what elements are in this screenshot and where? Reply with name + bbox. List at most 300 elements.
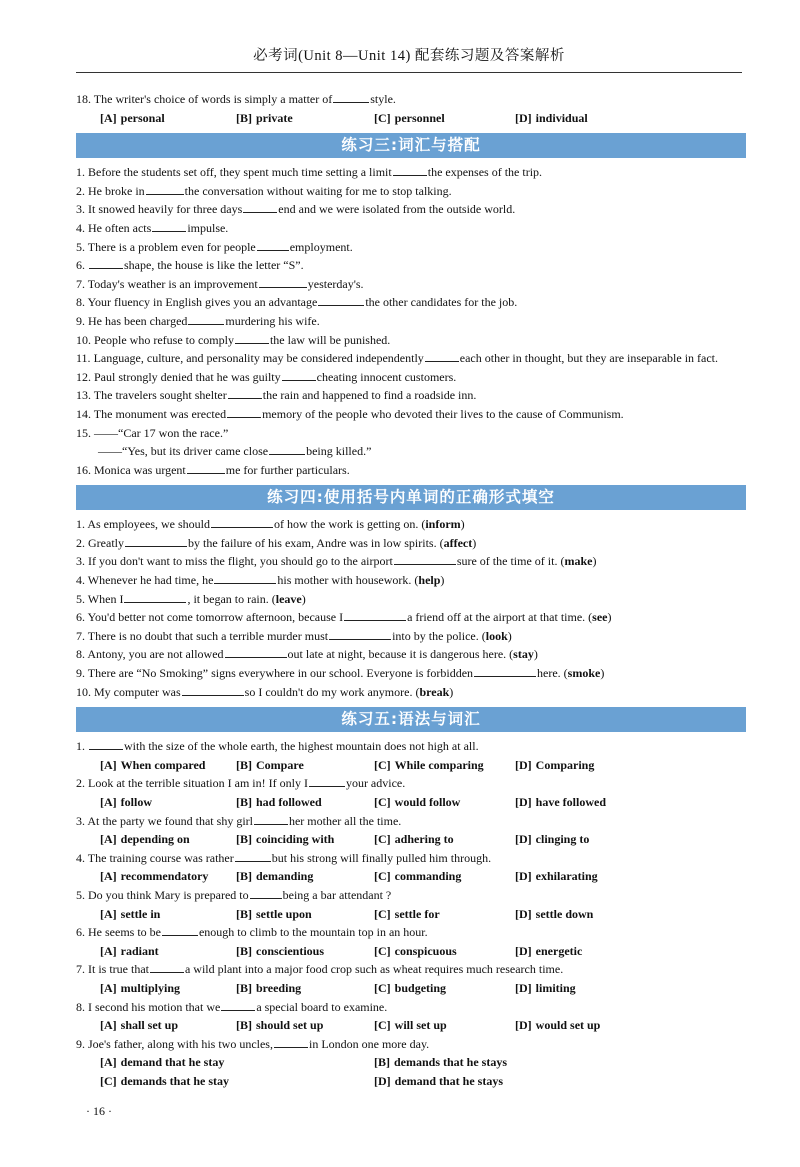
hint-word: affect [443, 535, 473, 550]
question-text-before: Look at the terrible situation I am in! If only I [88, 776, 308, 791]
option-a[interactable] [100, 905, 236, 924]
question-number: 3. [76, 813, 85, 828]
section-3-item [76, 293, 746, 312]
question-number: 10. [76, 684, 91, 699]
page-number: · 16 · [86, 1104, 112, 1118]
question-text-after: the expenses of the trip. [427, 165, 543, 180]
option-letter: [A] [100, 795, 117, 809]
question-text-after: end and we were isolated from the outside world. [278, 202, 516, 217]
question-number: 2. [76, 535, 85, 550]
question-text-before: Greatly [88, 535, 124, 550]
option-letter: [D] [515, 832, 532, 847]
option-letter: [B] [236, 1018, 252, 1033]
section-5-item [76, 923, 746, 942]
section-5-item [76, 849, 746, 868]
question-text-after: murdering his wife. [225, 313, 320, 328]
question-text-before: Before the students set off, they spent much time setting a limit [88, 165, 392, 180]
question-text-after: being killed.” [306, 444, 372, 459]
option-letter: [A] [100, 1018, 117, 1033]
option-letter: [A] [100, 869, 117, 884]
section-5-item [76, 998, 746, 1017]
question-text-before: The training course was rather [87, 850, 234, 865]
answer-blank[interactable] [425, 351, 459, 362]
section-3-item [76, 461, 746, 480]
page-header: 必考词(Unit 8—Unit 14) 配套练习题及答案解析 [253, 48, 565, 64]
question-text-after: yesterday's. [307, 276, 364, 291]
answer-blank[interactable] [225, 647, 287, 658]
question-number: 2. [76, 183, 85, 198]
option-letter: [D] [515, 869, 532, 884]
question-text-after: the conversation without waiting for me to stop talking. [184, 183, 452, 198]
option-text: clinging to [535, 832, 590, 847]
option-text: follow [120, 795, 153, 809]
question-options [76, 756, 746, 775]
option-letter: [C] [374, 869, 391, 884]
question-text-before: Joe's father, along with his two uncles, [88, 1036, 273, 1051]
option-a[interactable] [100, 756, 236, 775]
question-number: 3. [76, 202, 85, 217]
question-number: 10. [76, 332, 91, 347]
option-b[interactable] [236, 905, 374, 924]
option-text: individual [535, 110, 588, 125]
option-d[interactable] [515, 756, 594, 775]
option-c[interactable] [374, 979, 515, 998]
option-d[interactable] [515, 979, 576, 998]
option-c[interactable] [374, 1016, 515, 1035]
answer-blank[interactable] [274, 1037, 308, 1048]
answer-blank[interactable] [150, 962, 184, 973]
answer-blank[interactable] [89, 258, 123, 269]
section-4-title: 练习四:使用括号内单词的正确形式填空 [76, 485, 746, 510]
section-4-item: 7. There is no doubt that such a terrible murder must into by the police. (look) [76, 628, 512, 643]
option-d[interactable] [515, 905, 593, 924]
question-text-before: There are “No Smoking” signs everywhere in our school. Everyone is forbidden [87, 666, 474, 681]
section-4-item: 9. There are “No Smoking” signs everywhere in our school. Everyone is forbidden here. (smoke) [76, 666, 605, 681]
option-text: settle in [120, 906, 161, 921]
question-text-after: memory of the people who devoted their lives to the cause of Communism. [262, 406, 624, 421]
option-letter: [D] [374, 1073, 391, 1088]
option-text: demand that he stays [394, 1073, 504, 1088]
answer-blank[interactable] [235, 851, 271, 862]
section-3-title: 练习三:词汇与搭配 [76, 133, 746, 158]
answer-blank[interactable] [188, 314, 224, 325]
question-text-before: There is a problem even for people [87, 239, 256, 254]
section-4-questions [76, 515, 746, 701]
section-4-item: 1. As employees, we should of how the work is getting on. (inform) [76, 517, 465, 532]
question-text-before: Language, culture, and personality may be considered independently [93, 351, 424, 366]
option-text: demand that he stay [120, 1055, 225, 1070]
answer-blank[interactable] [182, 685, 244, 696]
question-text-after: the rain and happened to find a roadside inn. [262, 388, 477, 403]
option-a[interactable] [100, 830, 236, 849]
question-number: 9. [76, 666, 85, 681]
question-text-before: When I [87, 591, 124, 606]
question-text-before: Paul strongly denied that he was guilty [94, 369, 281, 384]
answer-blank[interactable] [309, 776, 345, 787]
question-18-options [76, 109, 746, 128]
answer-blank[interactable] [124, 592, 186, 603]
section-3-item [76, 256, 746, 275]
section-3-item [76, 163, 746, 182]
answer-blank[interactable] [228, 388, 262, 399]
hint-word: see [592, 610, 608, 625]
option-d[interactable] [515, 942, 582, 961]
option-letter: [D] [515, 795, 532, 809]
answer-blank[interactable] [318, 295, 364, 306]
question-number: 18. [76, 92, 91, 106]
question-number: 4. [76, 220, 85, 235]
option-c[interactable] [374, 830, 515, 849]
question-text-before: Your fluency in English gives you an advantage [87, 295, 318, 310]
question-number: 7. [76, 628, 85, 643]
question-text-before: Today's weather is an improvement [87, 276, 258, 291]
option-text: shall set up [120, 1018, 179, 1033]
question-number: 5. [76, 887, 85, 902]
section-5-item [76, 774, 746, 793]
question-number: 3. [76, 554, 85, 569]
section-3-item [76, 405, 746, 424]
question-number: 5. [76, 239, 85, 254]
option-text: energetic [535, 943, 583, 958]
section-4-item: 6. You'd better not come tomorrow afternoon, because I a friend off at the airport at that time. (see) [76, 610, 612, 625]
answer-blank[interactable] [394, 554, 456, 565]
answer-blank[interactable] [243, 202, 277, 213]
question-text-before: As employees, we should [87, 517, 210, 532]
option-text: When compared [120, 757, 206, 772]
question-text-before: The travelers sought shelter [93, 388, 227, 403]
option-b[interactable] [236, 942, 374, 961]
section-3-item [76, 349, 746, 368]
option-d[interactable] [515, 1016, 600, 1035]
option-d[interactable] [515, 109, 588, 128]
answer-blank[interactable] [259, 277, 307, 288]
option-c[interactable] [374, 793, 515, 812]
option-letter: [A] [100, 1055, 117, 1070]
option-letter: [A] [100, 832, 117, 847]
hint-word: look [485, 628, 508, 643]
section-4-item: 3. If you don't want to miss the flight, you should go to the airport sure of the time of it. (make) [76, 554, 597, 569]
answer-blank[interactable] [162, 925, 198, 936]
answer-blank[interactable] [125, 536, 187, 547]
option-letter: [D] [515, 906, 532, 921]
answer-blank[interactable] [393, 165, 427, 176]
question-text-after: the law will be punished. [269, 332, 391, 347]
option-b[interactable] [236, 830, 374, 849]
question-text-after: out late at night, because it is dangerous here. [287, 647, 507, 662]
answer-blank[interactable] [235, 333, 269, 344]
page-content [76, 90, 746, 1091]
question-text-before: Whenever he had time, he [87, 573, 214, 588]
question-number: 8. [76, 647, 85, 662]
question-number: 6. [76, 258, 85, 273]
question-text-after: a special board to examine. [256, 999, 388, 1014]
question-text-after: your advice. [345, 776, 406, 791]
option-text: conscientious [256, 943, 325, 958]
option-c[interactable] [374, 109, 515, 128]
question-text-after: me for further particulars. [225, 462, 350, 477]
answer-blank[interactable] [257, 240, 289, 251]
question-number: 4. [76, 850, 85, 865]
option-b[interactable] [236, 1016, 374, 1035]
option-text: settle down [535, 906, 594, 921]
question-text-after: employment. [289, 239, 353, 254]
option-d[interactable] [374, 1072, 648, 1091]
option-text: personal [120, 110, 165, 125]
option-text: radiant [120, 943, 159, 958]
question-number: 5. [76, 591, 85, 606]
question-text-after: enough to climb to the mountain top in an hour. [198, 925, 428, 940]
section-4-item: 10. My computer was so I couldn't do my work anymore. (break) [76, 684, 454, 699]
option-letter: [A] [100, 906, 117, 921]
header-rule [76, 72, 742, 73]
question-text-after: impulse. [187, 220, 229, 235]
question-text-after: her mother all the time. [288, 813, 402, 828]
question-text-before: If you don't want to miss the flight, you should go to the airport [88, 554, 393, 569]
section-5-item [76, 960, 746, 979]
section-5-item [76, 886, 746, 905]
question-text-after: the other candidates for the job. [365, 295, 518, 310]
section-3-item [76, 238, 746, 257]
question-text-after: each other in thought, but they are inseparable in fact. [459, 351, 719, 366]
question-text-before: The writer's choice of words is simply a matter of [93, 92, 333, 106]
question-text-before: It is true that [88, 962, 149, 977]
section-3-item [76, 386, 746, 405]
option-letter: [D] [515, 980, 532, 995]
option-text: exhilarating [535, 869, 598, 884]
option-text: personnel [394, 110, 445, 125]
question-18 [76, 90, 746, 109]
option-text: private [256, 110, 293, 125]
option-text: limiting [535, 980, 576, 995]
answer-blank[interactable] [474, 666, 536, 677]
option-b[interactable] [236, 109, 374, 128]
section-4-item: 8. Antony, you are not allowed out late at night, because it is dangerous here. (stay) [76, 647, 538, 662]
option-letter: [C] [374, 980, 391, 995]
question-options [76, 942, 746, 961]
question-options [76, 905, 746, 924]
answer-blank[interactable] [221, 1000, 255, 1011]
section-3-item [76, 219, 746, 238]
answer-blank[interactable] [152, 221, 186, 232]
option-a[interactable] [100, 867, 236, 886]
question-number: 1. [76, 739, 85, 754]
option-text: While comparing [394, 757, 484, 772]
section-3-item [76, 200, 746, 219]
option-letter: [B] [236, 943, 252, 958]
question-number: 1. [76, 165, 85, 180]
option-b[interactable] [236, 867, 374, 886]
answer-blank[interactable] [211, 517, 273, 528]
question-text-after: in London one more day. [308, 1036, 430, 1051]
section-3-item [76, 312, 746, 331]
section-3-item [76, 182, 746, 201]
option-text: depending on [120, 832, 190, 847]
option-d[interactable] [515, 793, 606, 812]
question-options [76, 793, 746, 812]
question-text-before: He has been charged [88, 313, 188, 328]
option-letter: [A] [100, 980, 117, 995]
option-text: Compare [256, 757, 304, 772]
option-letter: [C] [374, 943, 391, 958]
question-text-after: being a bar attendant ? [282, 887, 392, 902]
option-letter: [C] [374, 906, 391, 921]
option-letter: [C] [374, 110, 391, 125]
question-text-after: by the failure of his exam, Andre was in low spirits. [187, 535, 437, 550]
question-number: 2. [76, 776, 85, 791]
answer-blank[interactable] [214, 573, 276, 584]
answer-blank[interactable] [254, 814, 288, 825]
question-number: 9. [76, 1036, 85, 1051]
question-number: 13. [76, 388, 91, 403]
answer-blank[interactable] [89, 739, 123, 750]
option-letter: [C] [374, 795, 391, 809]
option-text: demands that he stays [394, 1055, 508, 1070]
option-text: multiplying [120, 980, 181, 995]
option-text: demanding [256, 869, 314, 884]
option-text: settle for [394, 906, 440, 921]
option-letter: [A] [100, 943, 117, 958]
question-number: 6. [76, 610, 85, 625]
question-text-after: , it began to rain. [187, 591, 269, 606]
question-text-before: There is no doubt that such a terrible murder must [87, 628, 329, 643]
question-text-before: He often acts [88, 220, 152, 235]
question-text-after: into by the police. [392, 628, 479, 643]
option-a[interactable] [100, 1053, 374, 1072]
question-text-before: ——“Yes, but its driver came close [98, 444, 269, 459]
question-number: 12. [76, 369, 91, 384]
answer-blank[interactable] [344, 610, 406, 621]
section-4-item: 5. When I , it began to rain. (leave) [76, 591, 306, 606]
answer-blank[interactable] [227, 407, 261, 418]
section-5-item [76, 812, 746, 831]
section-3-item [76, 368, 746, 387]
question-text-before: The monument was erected [93, 406, 227, 421]
question-options [76, 1072, 746, 1091]
answer-blank[interactable] [250, 888, 282, 899]
question-text-before: He seems to be [88, 925, 161, 940]
question-text-after: a wild plant into a major food crop such as wheat requires much research time. [184, 962, 564, 977]
question-number: 14. [76, 406, 91, 421]
question-text-before: People who refuse to comply [94, 332, 234, 347]
option-text: Comparing [535, 757, 595, 772]
option-letter: [A] [100, 110, 117, 125]
answer-blank[interactable] [269, 444, 305, 455]
question-number: 1. [76, 517, 85, 532]
question-text-after: with the size of the whole earth, the highest mountain does not high at all. [124, 739, 479, 754]
question-text-before: You'd better not come tomorrow afternoon, because I [87, 610, 344, 625]
option-a[interactable] [100, 793, 236, 812]
question-text-before: Antony, you are not allowed [87, 647, 224, 662]
question-text-before: At the party we found that shy girl [87, 813, 253, 828]
option-a[interactable] [100, 942, 236, 961]
answer-blank[interactable] [329, 629, 391, 640]
option-text: will set up [394, 1018, 447, 1033]
option-b[interactable] [236, 793, 374, 812]
hint-word: smoke [567, 666, 601, 681]
option-text: recommendatory [120, 869, 209, 884]
question-options [76, 1016, 746, 1035]
option-letter: [C] [374, 1018, 391, 1033]
option-letter: [B] [236, 869, 252, 884]
option-a[interactable] [100, 979, 236, 998]
section-3-item [76, 275, 746, 294]
option-a[interactable] [100, 1016, 236, 1035]
section-5-title: 练习五:语法与词汇 [76, 707, 746, 732]
option-text: should set up [256, 1018, 324, 1033]
section-5-questions [76, 737, 746, 1090]
option-a[interactable] [100, 109, 236, 128]
question-text-before: Monica was urgent [94, 462, 186, 477]
option-text: conspicuous [394, 943, 457, 958]
question-options [76, 979, 746, 998]
option-c[interactable] [374, 942, 515, 961]
answer-blank[interactable] [187, 463, 225, 474]
option-letter: [C] [100, 1073, 117, 1088]
option-text: would follow [394, 795, 461, 809]
question-text-before: He broke in [88, 183, 145, 198]
option-d[interactable] [515, 830, 589, 849]
answer-blank[interactable] [333, 92, 369, 103]
option-b[interactable] [236, 756, 374, 775]
option-letter: [D] [515, 1018, 532, 1033]
question-text-before: It snowed heavily for three days [88, 202, 243, 217]
question-number: 8. [76, 999, 85, 1014]
option-text: adhering to [394, 832, 454, 847]
option-c[interactable] [374, 867, 515, 886]
section-3-item [76, 424, 746, 443]
answer-blank[interactable] [282, 370, 316, 381]
section-5-item [76, 1035, 746, 1054]
question-text-after: style. [370, 92, 396, 106]
question-number: 8. [76, 295, 85, 310]
option-b[interactable] [374, 1053, 648, 1072]
question-number: 7. [76, 962, 85, 977]
question-number: 11. [76, 351, 91, 366]
section-4-item: 2. Greatly by the failure of his exam, Andre was in low spirits. (affect) [76, 535, 477, 550]
option-letter: [B] [236, 110, 252, 125]
question-text-after: of how the work is getting on. [274, 517, 419, 532]
option-text: had followed [256, 795, 322, 809]
answer-blank[interactable] [146, 184, 184, 195]
option-b[interactable] [236, 979, 374, 998]
option-c[interactable] [100, 1072, 374, 1091]
option-text: coinciding with [256, 832, 335, 847]
question-number: 4. [76, 573, 85, 588]
option-c[interactable] [374, 905, 515, 924]
option-text: have followed [535, 795, 607, 809]
option-letter: [B] [236, 980, 252, 995]
option-letter: [C] [374, 757, 391, 772]
question-text-after: so I couldn't do my work anymore. [244, 684, 413, 699]
question-text-before: Do you think Mary is prepared to [88, 887, 249, 902]
question-options [76, 830, 746, 849]
option-text: commanding [394, 869, 462, 884]
hint-word: leave [275, 591, 302, 606]
hint-word: help [418, 573, 441, 588]
option-c[interactable] [374, 756, 515, 775]
option-text: breeding [256, 980, 302, 995]
question-number: 15. [76, 425, 91, 440]
option-letter: [C] [374, 832, 391, 847]
hint-word: stay [513, 647, 534, 662]
option-letter: [A] [100, 757, 117, 772]
option-d[interactable] [515, 867, 598, 886]
question-text-before: I second his motion that we [88, 999, 221, 1014]
option-letter: [B] [374, 1055, 390, 1070]
option-letter: [D] [515, 110, 532, 125]
section-3-item [76, 442, 746, 461]
option-text: demands that he stay [120, 1073, 230, 1088]
